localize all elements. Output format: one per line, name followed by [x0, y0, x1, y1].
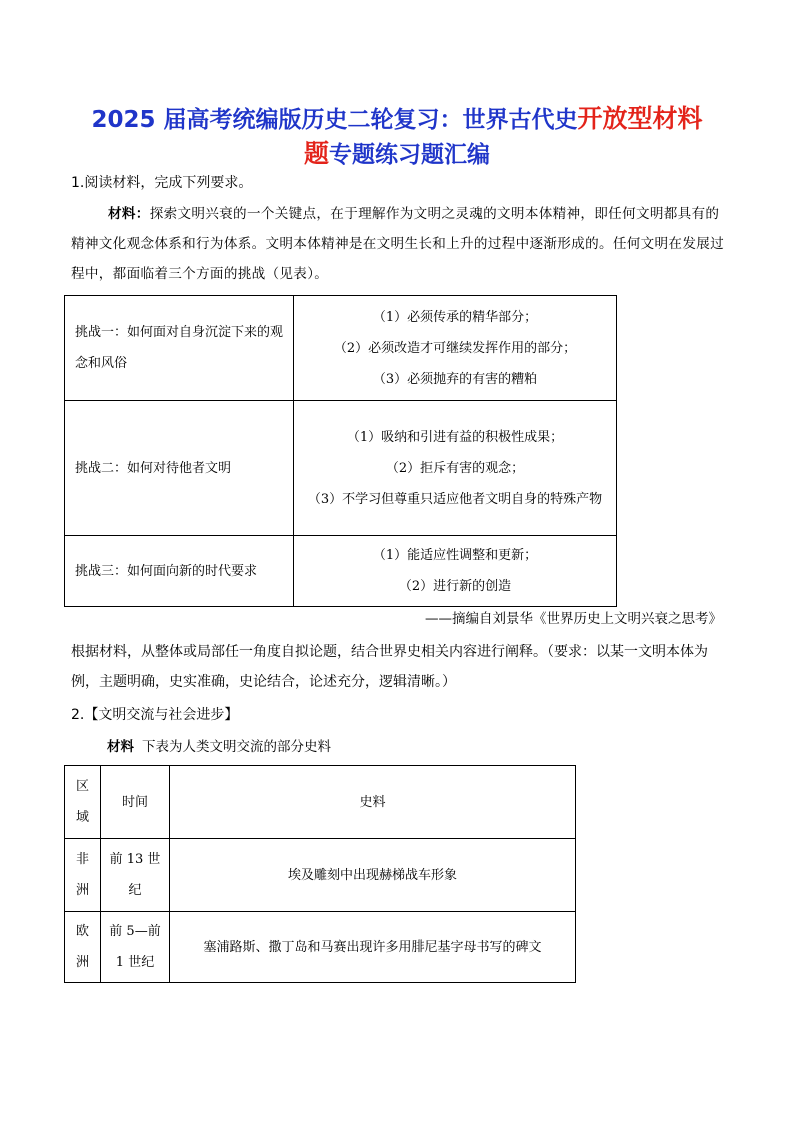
header-time: 时间 — [101, 766, 170, 839]
challenges-table — [64, 295, 617, 607]
time-cell: 前 5—前 1 世纪 — [101, 912, 170, 983]
question-1-task: 根据材料，从整体或局部任一角度自拟论题，结合世界史相关内容进行阐释。（要求：以某一文明本体为例，主题明确，史实准确，史论结合，论述充分，逻辑清晰。） — [71, 644, 708, 690]
time-cell: 前 13 世纪 — [101, 839, 170, 912]
table-row — [65, 296, 617, 401]
material-label: 材料： — [108, 206, 150, 222]
record-cell: 埃及雕刻中出现赫梯战车形象 — [170, 839, 576, 912]
title-red-char: 题 — [303, 139, 329, 168]
response-line: （2）进行新的创造 — [398, 579, 512, 594]
region-cell: 欧洲 — [65, 912, 101, 983]
challenge-cell: 挑战二：如何对待他者文明 — [65, 401, 294, 536]
response-line: （3）不学习但尊重只适应他者文明自身的特殊产物 — [307, 491, 603, 507]
question-2-material — [107, 732, 331, 762]
title-blue-suffix: 专题练习题汇编 — [329, 142, 490, 168]
table-header-row — [65, 766, 576, 839]
material-source-citation: ——摘编自刘景华《世界历史上文明兴衰之思考》 — [425, 611, 722, 627]
response-cell — [294, 401, 617, 536]
table-row — [65, 912, 576, 983]
challenge-cell: 挑战三：如何面向新的时代要求 — [65, 536, 294, 607]
header-record: 史料 — [170, 766, 576, 839]
header-region: 区域 — [65, 766, 101, 839]
response-cell — [294, 296, 617, 401]
title-red-part: 开放型材料 — [577, 104, 703, 133]
record-cell: 塞浦路斯、撒丁岛和马赛出现许多用腓尼基字母书写的碑文 — [170, 912, 576, 983]
response-cell — [294, 536, 617, 607]
response-line: （1）能适应性调整和更新； — [372, 548, 538, 563]
question-1-intro: 1.阅读材料，完成下列要求。 — [71, 175, 253, 191]
response-line: （3）必须抛弃的有害的糟粕 — [372, 371, 538, 387]
response-line: （1）必须传承的精华部分； — [372, 309, 538, 325]
material-text: 探索文明兴衰的一个关键点，在于理解作为文明之灵魂的文明本体精神，即任何文明都具有的精神文化观念体系和行为体系。文明本体精神是在文明生长和上升的过程中逐渐形成的。任何文明在发展过程中，都面临着三个方面的挑战（见表）。 — [71, 206, 725, 282]
response-line: （1）吸纳和引进有益的积极性成果； — [346, 429, 564, 445]
document-title-line-1 — [0, 101, 794, 138]
question-1-material — [71, 199, 731, 289]
title-blue-part: 2025 届高考统编版历史二轮复习：世界古代史 — [91, 107, 578, 133]
civilization-exchange-table — [64, 765, 576, 983]
material-label: 材料 — [107, 739, 134, 755]
region-cell: 非洲 — [65, 839, 101, 912]
response-line: （2）必须改造才可继续发挥作用的部分； — [333, 340, 577, 356]
table-row — [65, 536, 617, 607]
question-2-heading: 2.【文明交流与社会进步】 — [71, 707, 239, 723]
table-row — [65, 839, 576, 912]
table-row — [65, 401, 617, 536]
material-text: 下表为人类文明交流的部分史料 — [142, 739, 331, 755]
response-line: （2）拒斥有害的观念； — [385, 460, 525, 476]
challenge-cell: 挑战一：如何面对自身沉淀下来的观念和风俗 — [65, 296, 294, 401]
